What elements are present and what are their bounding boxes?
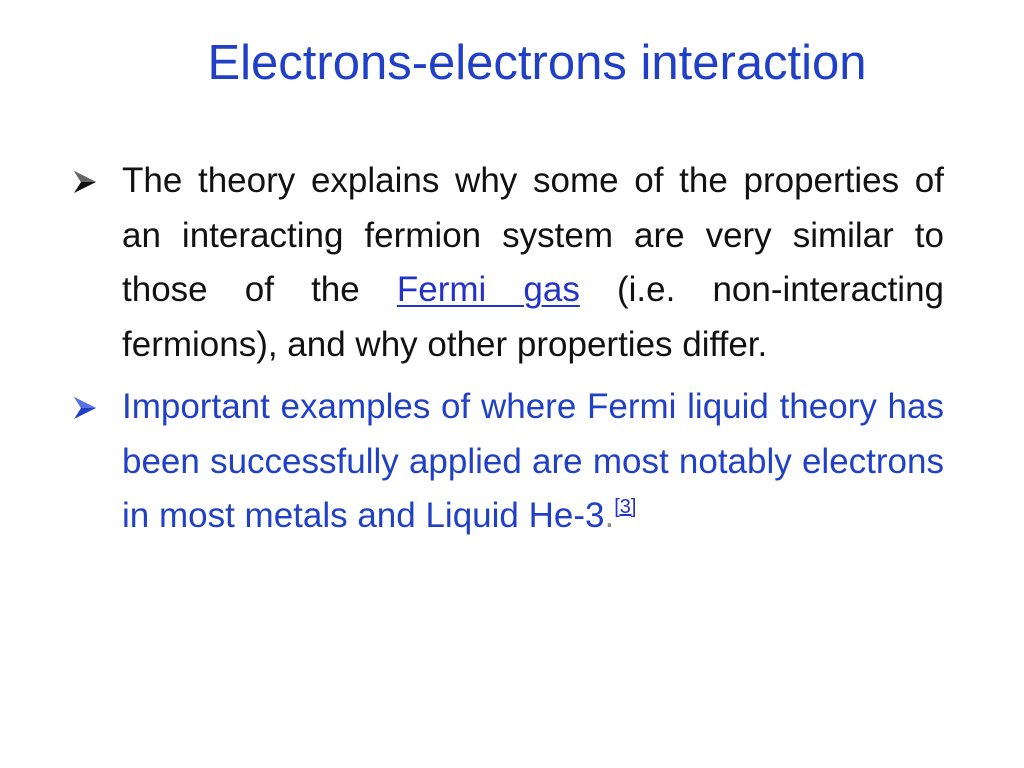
fermi-gas-link[interactable]: Fermi gas	[396, 270, 580, 309]
citation-link[interactable]: [3]	[614, 496, 637, 518]
bullet-text-before-link: The theory explains why some of the properties of an interacting fermion system are very similar to those of the	[122, 161, 944, 309]
bullet-text: Important examples of where Fermi liquid theory has been successfully applied are most notably electrons in most metals and Liquid He-3	[122, 387, 944, 535]
bullet-item-theory	[72, 154, 944, 372]
arrow-bullet-icon	[72, 395, 98, 421]
bullet-list	[72, 154, 944, 552]
bullet-text-after-link: (i.e. non-interacting fermions), and why other properties differ.	[122, 270, 944, 364]
slide-title: Electrons-electrons interaction	[207, 36, 867, 90]
arrow-bullet-icon	[72, 169, 98, 195]
bullet-item-examples	[72, 380, 944, 544]
sentence-period: .	[604, 496, 615, 535]
